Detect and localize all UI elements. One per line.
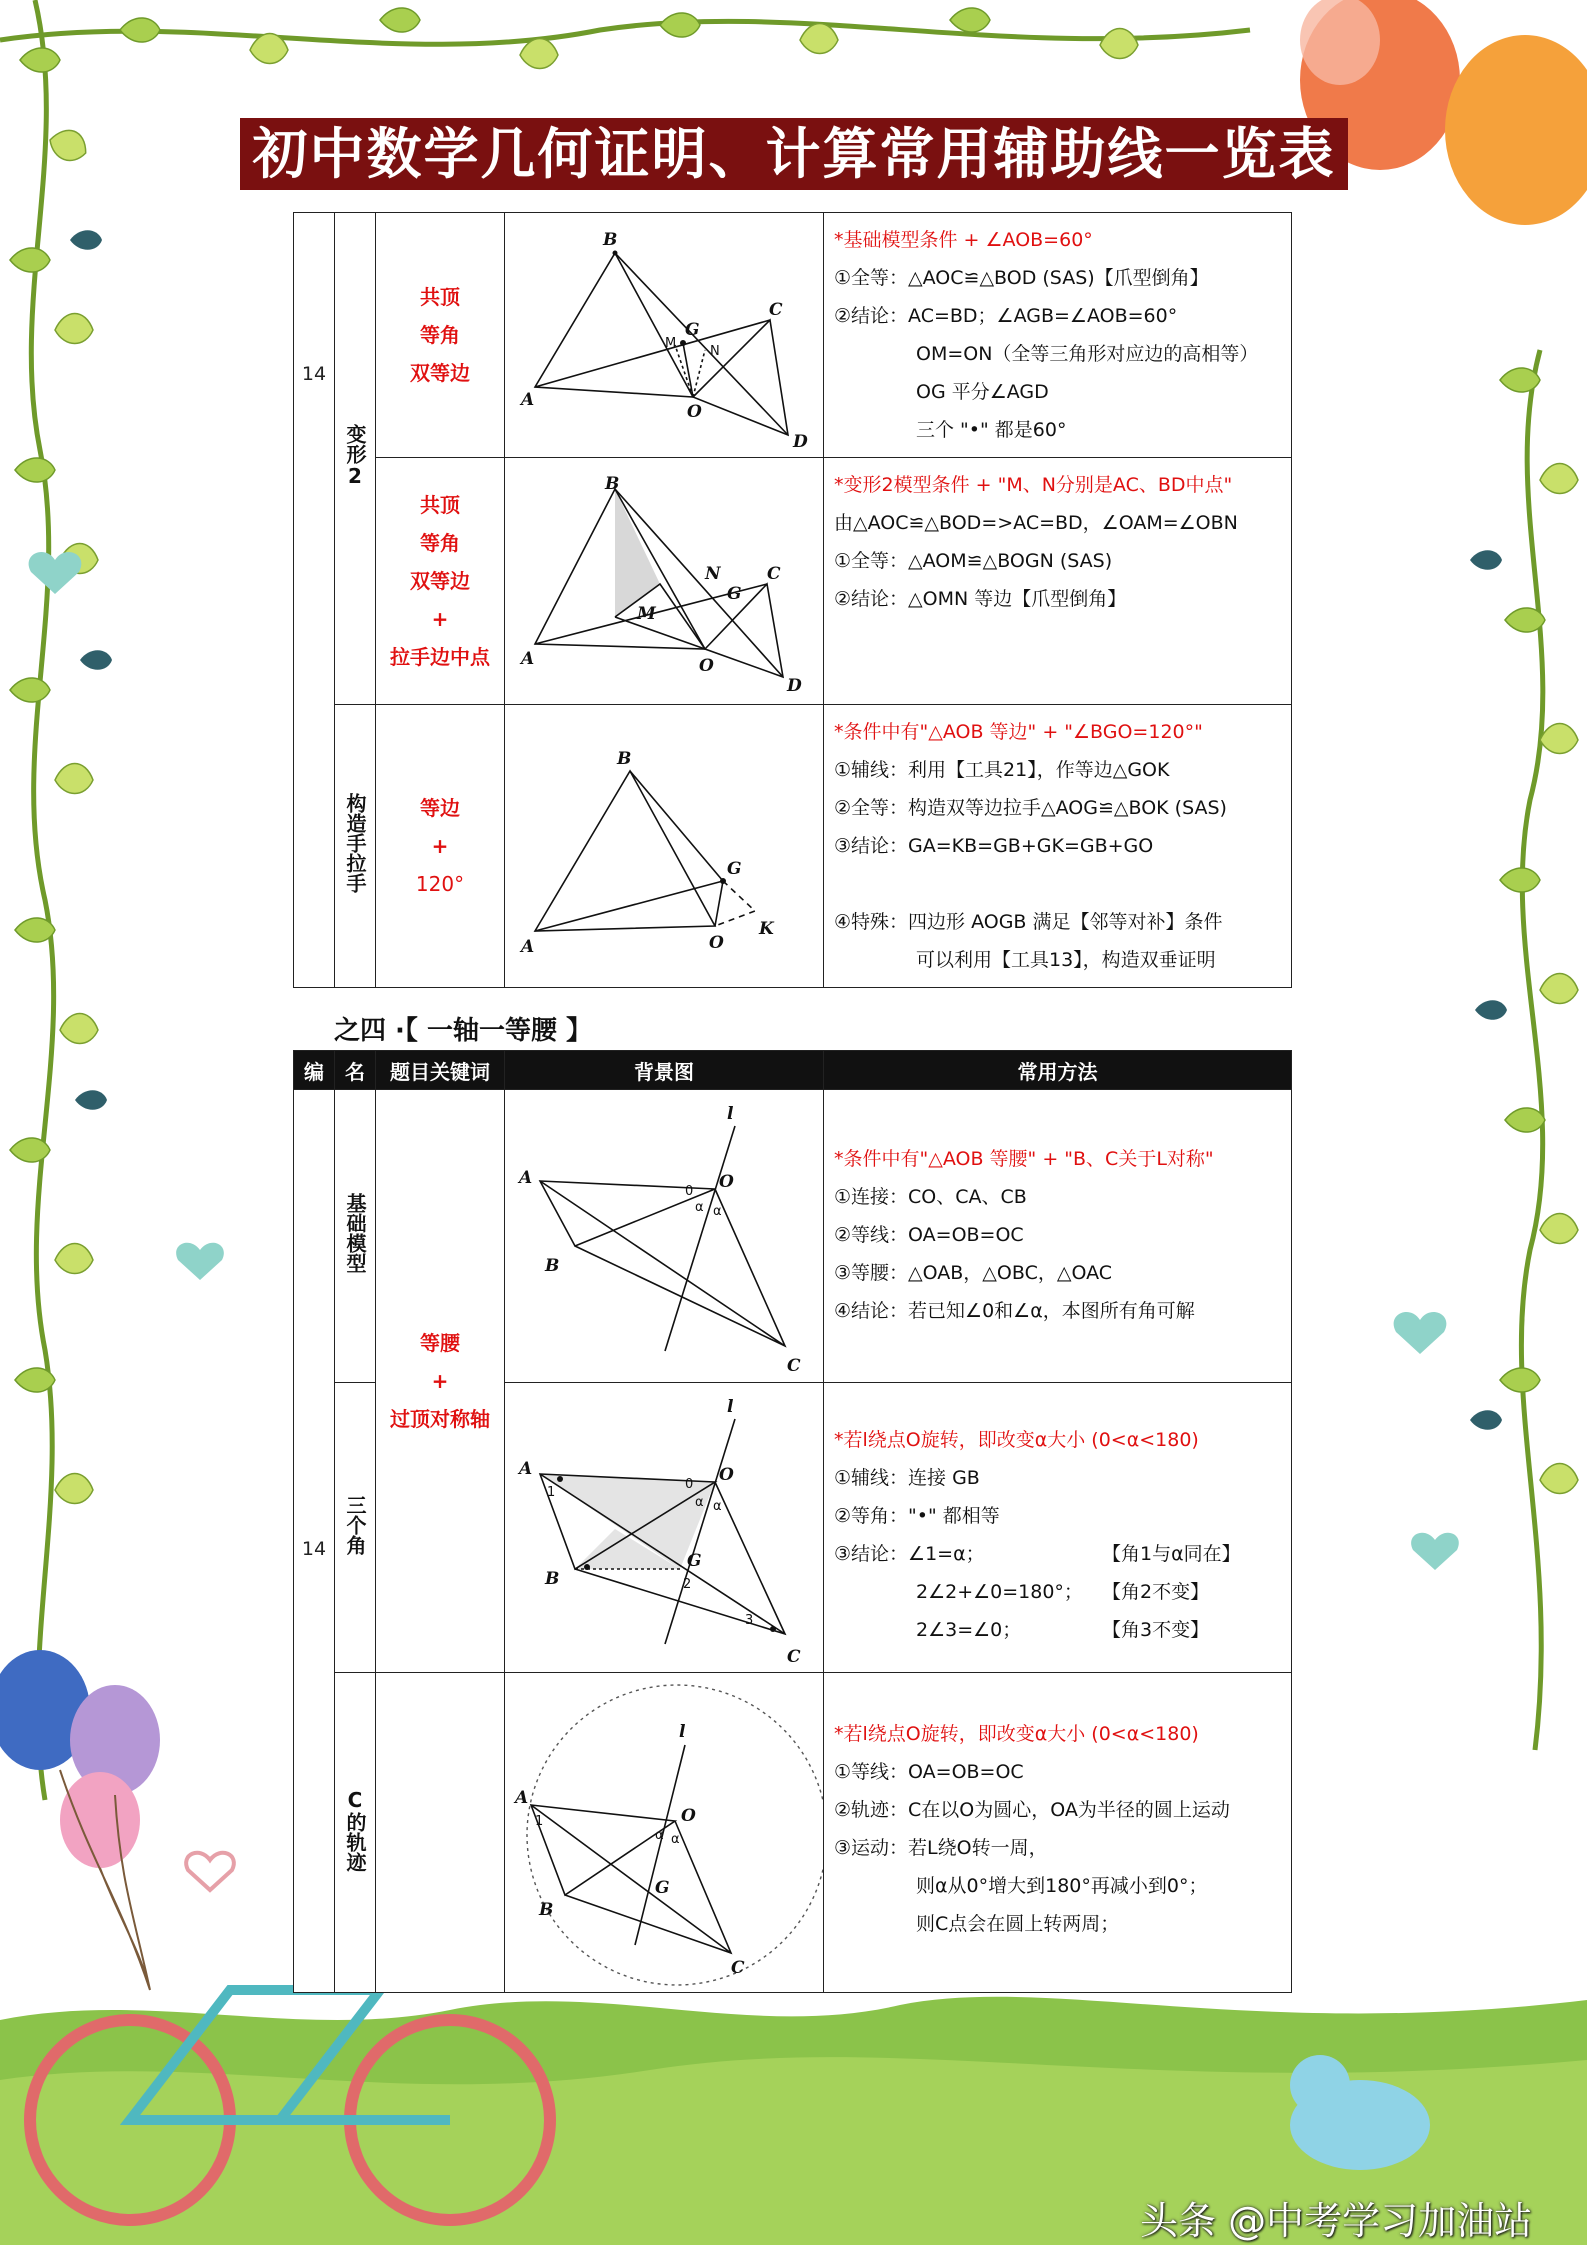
label-l: l	[727, 1396, 734, 1417]
label-M: M	[665, 336, 677, 351]
label-angle-1: 1	[547, 1484, 556, 1500]
figure-cell	[505, 1090, 824, 1383]
method-text: ③结论：∠1=α；	[834, 1543, 985, 1565]
header-methods: 常用方法	[824, 1051, 1292, 1090]
label-alpha: α	[671, 1831, 680, 1847]
method-line: *变形2模型条件 + "M、N分别是AC、BD中点"	[834, 474, 1233, 496]
label-C: C	[769, 300, 783, 320]
label-B: B	[545, 1568, 560, 1589]
method-line: ①全等：△AOC≌△BOD (SAS)【爪型倒角】	[834, 267, 1209, 289]
method-line: 可以利用【工具13】，构造双垂证明	[916, 949, 1216, 971]
label-O: O	[681, 1805, 696, 1826]
label-alpha: α	[695, 1494, 704, 1510]
method-line: ①全等：△AOM≌△BOGN (SAS)	[834, 550, 1113, 572]
geometry-figure-variant2	[505, 215, 823, 455]
label-A: A	[515, 1787, 529, 1808]
label-G: G	[727, 859, 742, 879]
method-line: ①辅线：连接 GB	[834, 1467, 980, 1489]
label-alpha: α	[713, 1204, 722, 1219]
table-row	[294, 1090, 1292, 1383]
geometry-figure-basic	[505, 1091, 823, 1381]
method-line: ③结论：GA=KB=GB+GK=GB+GO	[834, 835, 1154, 857]
method-line: ①辅线：利用【工具21】，作等边△GOK	[834, 759, 1170, 781]
header-keywords: 题目关键词	[376, 1051, 505, 1090]
methods-cell	[824, 458, 1292, 705]
method-line: OG 平分∠AGD	[916, 381, 1049, 403]
method-line	[834, 1611, 1281, 1649]
label-A: A	[519, 1458, 533, 1479]
method-line	[834, 865, 1281, 903]
label-G: G	[687, 1550, 702, 1571]
method-line: ②结论：AC=BD；∠AGB=∠AOB=60°	[834, 305, 1178, 327]
geometry-figure-midpoints	[505, 459, 823, 703]
label-G: G	[727, 584, 742, 604]
label-N: N	[705, 564, 721, 584]
method-line: 则α从0°增大到180°再减小到0°；	[916, 1875, 1208, 1897]
keyword: 双等边	[410, 569, 470, 593]
label-l: l	[727, 1104, 734, 1124]
top-model-table	[293, 212, 1292, 988]
method-line: *条件中有"△AOB 等腰" + "B、C关于L对称"	[834, 1148, 1214, 1170]
method-line: *基础模型条件 + ∠AOB=60°	[834, 229, 1093, 251]
model-name-text: 三个角	[343, 1494, 367, 1555]
figure-cell	[505, 1673, 824, 1993]
methods-cell	[824, 1383, 1292, 1673]
label-K: K	[759, 919, 774, 939]
method-line: ①等线：OA=OB=OC	[834, 1761, 1024, 1783]
label-D: D	[787, 676, 802, 696]
keyword: +	[431, 607, 449, 631]
axis-isosceles-table	[293, 1050, 1292, 1993]
figure-cell	[505, 1383, 824, 1673]
label-angle-2: 2	[683, 1576, 692, 1592]
model-name-variant2	[335, 213, 376, 705]
keyword: +	[431, 1369, 449, 1393]
label-angle-1: 1	[535, 1813, 544, 1829]
method-text: 2∠2+∠0=180°；	[916, 1581, 1083, 1603]
method-line: 由△AOC≌△BOD=>AC=BD，∠OAM=∠OBN	[834, 512, 1238, 534]
method-line: ②结论：△OMN 等边【爪型倒角】	[834, 588, 1127, 610]
row-number-text: 14	[301, 1538, 327, 1560]
label-angle-3: 3	[745, 1612, 754, 1628]
label-B: B	[603, 230, 618, 250]
method-line: ②轨迹：C在以O为圆心，OA为半径的圆上运动	[834, 1799, 1230, 1821]
method-line: *若l绕点O旋转，即改变α大小 (0<α<180)	[834, 1723, 1199, 1745]
keyword: 双等边	[410, 361, 470, 385]
keyword: +	[431, 834, 449, 858]
method-line	[834, 1573, 1281, 1611]
method-line: OM=ON（全等三角形对应边的高相等）	[916, 343, 1259, 365]
label-B: B	[605, 474, 620, 494]
label-B: B	[539, 1899, 554, 1920]
label-O: O	[709, 933, 724, 953]
model-name-basic	[335, 1090, 376, 1383]
header-number: 编	[294, 1051, 335, 1090]
model-name-construct	[335, 705, 376, 988]
method-line: ②全等：构造双等边拉手△AOG≌△BOK (SAS)	[834, 797, 1227, 819]
keywords-cell	[376, 705, 505, 988]
figure-cell	[505, 705, 824, 988]
model-name-text: 构造手拉手	[343, 793, 367, 893]
table-row	[294, 705, 1292, 988]
header-figure: 背景图	[505, 1051, 824, 1090]
keywords-cell	[376, 1090, 505, 1673]
label-D: D	[793, 432, 808, 452]
keywords-cell-empty	[376, 1673, 505, 1993]
model-name-text: 基础模型	[343, 1193, 367, 1273]
methods-cell	[824, 705, 1292, 988]
model-name-text: C的轨迹	[343, 1787, 367, 1872]
label-B: B	[617, 749, 632, 769]
label-alpha: α	[713, 1498, 722, 1514]
table-row	[294, 1673, 1292, 1993]
model-name-three-angles	[335, 1383, 376, 1673]
keyword: 等腰	[420, 1331, 460, 1355]
keyword: 等角	[420, 531, 460, 555]
page-title: 初中数学几何证明、计算常用辅助线一览表	[240, 118, 1348, 190]
label-B: B	[545, 1256, 560, 1276]
label-A: A	[521, 937, 535, 957]
methods-cell	[824, 213, 1292, 458]
table-row	[294, 213, 1292, 458]
method-line: ②等线：OA=OB=OC	[834, 1224, 1024, 1246]
row-number	[294, 1090, 335, 1993]
method-note: 【角2不变】	[1102, 1581, 1210, 1603]
method-line: 三个 "•" 都是60°	[916, 419, 1067, 441]
method-note: 【角3不变】	[1102, 1619, 1210, 1641]
method-line: ①连接：CO、CA、CB	[834, 1186, 1027, 1208]
keywords-cell	[376, 458, 505, 705]
label-C: C	[731, 1957, 745, 1978]
method-line: ③运动：若L绕O转一周，	[834, 1837, 1048, 1859]
label-C: C	[787, 1646, 801, 1667]
label-angle-0: 0	[685, 1184, 694, 1199]
methods-cell	[824, 1673, 1292, 1993]
label-A: A	[519, 1168, 533, 1188]
method-line: ④特殊：四边形 AOGB 满足【邻等对补】条件	[834, 911, 1223, 933]
method-line: ④结论：若已知∠0和∠α，本图所有角可解	[834, 1300, 1195, 1322]
keyword: 120°	[415, 872, 465, 896]
label-angle-0: 0	[685, 1476, 694, 1492]
watermark: 头条 @中考学习加油站	[1140, 2199, 1533, 2243]
header-name: 名	[335, 1051, 376, 1090]
label-A: A	[521, 390, 535, 410]
label-C: C	[787, 1356, 801, 1376]
geometry-figure-construct	[505, 716, 823, 976]
figure-cell	[505, 213, 824, 458]
label-O: O	[699, 656, 714, 676]
table-row	[294, 458, 1292, 705]
row-number: 14	[294, 213, 335, 988]
keywords-cell	[376, 213, 505, 458]
method-line	[834, 1535, 1281, 1573]
method-line: *若l绕点O旋转，即改变α大小 (0<α<180)	[834, 1429, 1199, 1451]
methods-cell	[824, 1090, 1292, 1383]
label-O: O	[719, 1172, 734, 1192]
label-N: N	[710, 344, 720, 359]
geometry-figure-three-angles	[505, 1384, 823, 1672]
model-name-text: 变形2	[343, 423, 367, 488]
label-A: A	[521, 649, 535, 669]
keyword: 等边	[420, 796, 460, 820]
label-alpha: α	[655, 1827, 664, 1843]
label-G: G	[655, 1877, 670, 1898]
method-line: 则C点会在圆上转两周；	[916, 1913, 1120, 1935]
model-name-c-locus	[335, 1673, 376, 1993]
keyword: 共顶	[420, 493, 460, 517]
keyword: 拉手边中点	[390, 645, 490, 669]
keyword: 过顶对称轴	[390, 1407, 490, 1431]
method-line: *条件中有"△AOB 等边" + "∠BGO=120°"	[834, 721, 1203, 743]
method-text: 2∠3=∠0；	[916, 1619, 1022, 1641]
table-header	[294, 1051, 1292, 1090]
label-O: O	[719, 1464, 734, 1485]
section-title: 之四 ·【 一轴一等腰 】	[334, 1016, 593, 1046]
keyword: 等角	[420, 323, 460, 347]
label-G: G	[685, 320, 700, 340]
keyword: 共顶	[420, 285, 460, 309]
label-l: l	[679, 1721, 686, 1742]
label-M: M	[637, 604, 656, 624]
label-C: C	[767, 564, 781, 584]
geometry-figure-locus	[505, 1675, 823, 1991]
figure-cell	[505, 458, 824, 705]
method-note: 【角1与α同在】	[1102, 1543, 1241, 1565]
method-line: ②等角："•" 都相等	[834, 1505, 1000, 1527]
method-line: ③等腰：△OAB，△OBC，△OAC	[834, 1262, 1112, 1284]
label-alpha: α	[695, 1200, 704, 1215]
label-O: O	[687, 402, 702, 422]
